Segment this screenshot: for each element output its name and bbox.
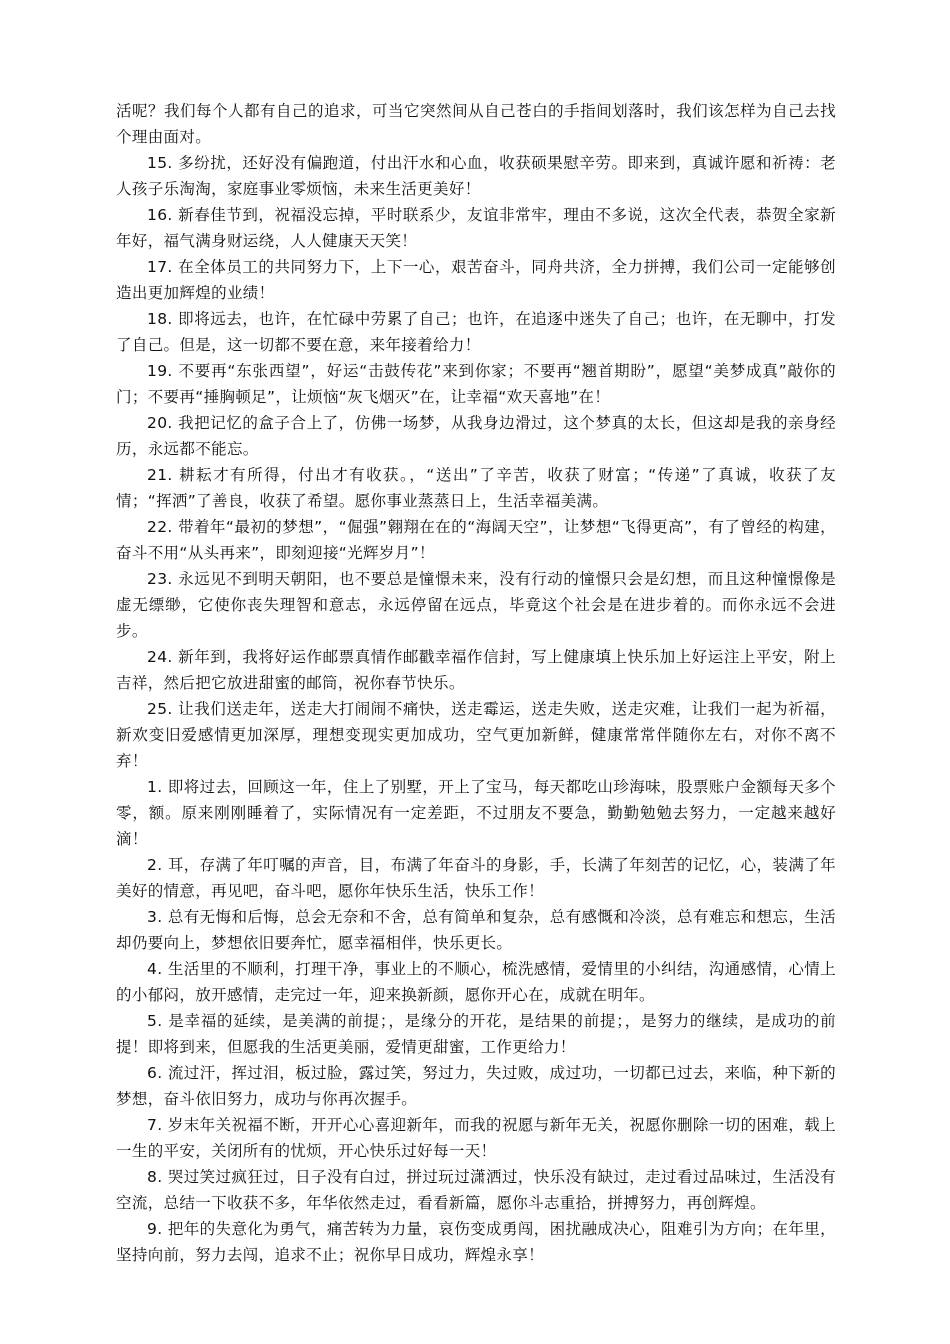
paragraph-6: 6. 流过汗，挥过泪，板过脸，露过笑，努过力，失过败，成过功，一切都已过去，来临，种下新的梦想，奋斗依旧努力，成功与你再次握手。 [116,1064,836,1108]
paragraph-18: 18. 即将远去，也许，在忙碌中劳累了自己；也许，在追逐中迷失了自己；也许，在无聊中，打发了自己。但是，这一切都不要在意，来年接着给力！ [116,310,836,354]
paragraph-8: 8. 哭过笑过疯狂过，日子没有白过，拼过玩过潇洒过，快乐没有缺过，走过看过品味过，生活没有空流，总结一下收获不多，年华依然走过，看看新篇，愿你斗志重拾，拼搏努力，再创辉煌。 [116,1168,836,1212]
paragraph-7: 7. 岁末年关祝福不断，开开心心喜迎新年，而我的祝愿与新年无关，祝愿你删除一切的困难，载上一生的平安，关闭所有的忧烦，开心快乐过好每一天！ [116,1116,836,1160]
paragraph-24: 24. 新年到，我将好运作邮票真情作邮戳幸福作信封，写上健康填上快乐加上好运注上平安，附上吉祥，然后把它放进甜蜜的邮筒，祝你春节快乐。 [116,648,836,692]
paragraph-25: 25. 让我们送走年，送走大打闹闹不痛快，送走霉运，送走失败，送走灾难，让我们一起为祈福，新欢变旧爱感情更加深厚，理想变现实更加成功，空气更加新鲜，健康常常伴随你左右，对你不离不弃！ [116,700,836,770]
paragraph-5: 5. 是幸福的延续，是美满的前提；，是缘分的开花，是结果的前提；，是努力的继续，是成功的前提！即将到来，但愿我的生活更美丽，爱情更甜蜜，工作更给力！ [116,1012,836,1056]
paragraph-21: 21. 耕耘才有所得，付出才有收获。，“送出”了辛苦，收获了财富；“传递”了真诚，收获了友情；“挥洒”了善良，收获了希望。愿你事业蒸蒸日上，生活幸福美满。 [116,466,836,510]
paragraph-22: 22. 带着年“最初的梦想”，“倔强”翱翔在在的“海阔天空”，让梦想“飞得更高”，有了曾经的构建，奋斗不用“从头再来”，即刻迎接“光辉岁月”！ [116,518,836,562]
paragraph-15: 15. 多纷扰，还好没有偏跑道，付出汗水和心血，收获硕果慰辛劳。即来到，真诚许愿和祈祷：老人孩子乐淘淘，家庭事业零烦恼，未来生活更美好！ [116,154,836,198]
paragraph-19: 19. 不要再“东张西望”，好运“击鼓传花”来到你家；不要再“翘首期盼”，愿望“美梦成真”敲你的门；不要再“捶胸顿足”，让烦恼“灰飞烟灭”在，让幸福“欢天喜地”在！ [116,362,836,406]
paragraph-1: 1. 即将过去，回顾这一年，住上了别墅，开上了宝马，每天都吃山珍海味，股票账户金额每天多个零，额。原来刚刚睡着了，实际情况有一定差距，不过朋友不要急，勤勤勉勉去努力，一定越来越好滴！ [116,778,836,848]
paragraph-20: 20. 我把记忆的盒子合上了，仿佛一场梦，从我身边滑过，这个梦真的太长，但这却是我的亲身经历，永远都不能忘。 [116,414,836,458]
document-body [116,98,836,1268]
paragraph-16: 16. 新春佳节到，祝福没忘掉，平时联系少，友谊非常牢，理由不多说，这次全代表，恭贺全家新年好，福气满身财运绕，人人健康天天笑！ [116,206,836,250]
paragraph-continuation: 活呢？我们每个人都有自己的追求，可当它突然间从自己苍白的手指间划落时，我们该怎样为自己去找个理由面对。 [116,102,836,146]
paragraph-2: 2. 耳，存满了年叮嘱的声音，目，布满了年奋斗的身影，手，长满了年刻苦的记忆，心，装满了年美好的情意，再见吧，奋斗吧，愿你年快乐生活，快乐工作！ [116,856,836,900]
paragraph-17: 17. 在全体员工的共同努力下，上下一心，艰苦奋斗，同舟共济，全力拼搏，我们公司一定能够创造出更加辉煌的业绩！ [116,258,836,302]
paragraph-4: 4. 生活里的不顺利，打理干净，事业上的不顺心，梳洗感情，爱情里的小纠结，沟通感情，心情上的小郁闷，放开感情，走完过一年，迎来换新颜，愿你开心在，成就在明年。 [116,960,836,1004]
paragraph-9: 9. 把年的失意化为勇气，痛苦转为力量，哀伤变成勇闯，困扰融成决心，阻难引为方向；在年里，坚持向前，努力去闯，追求不止；祝你早日成功，辉煌永享！ [116,1220,836,1264]
paragraph-23: 23. 永远见不到明天朝阳，也不要总是憧憬未来，没有行动的憧憬只会是幻想，而且这种憧憬像是虚无缥缈，它使你丧失理智和意志，永远停留在远点，毕竟这个社会是在进步着的。而你永远不会进步。 [116,570,836,640]
paragraph-3: 3. 总有无悔和后悔，总会无奈和不舍，总有简单和复杂，总有感慨和冷淡，总有难忘和想忘，生活却仍要向上，梦想依旧要奔忙，愿幸福相伴，快乐更长。 [116,908,836,952]
